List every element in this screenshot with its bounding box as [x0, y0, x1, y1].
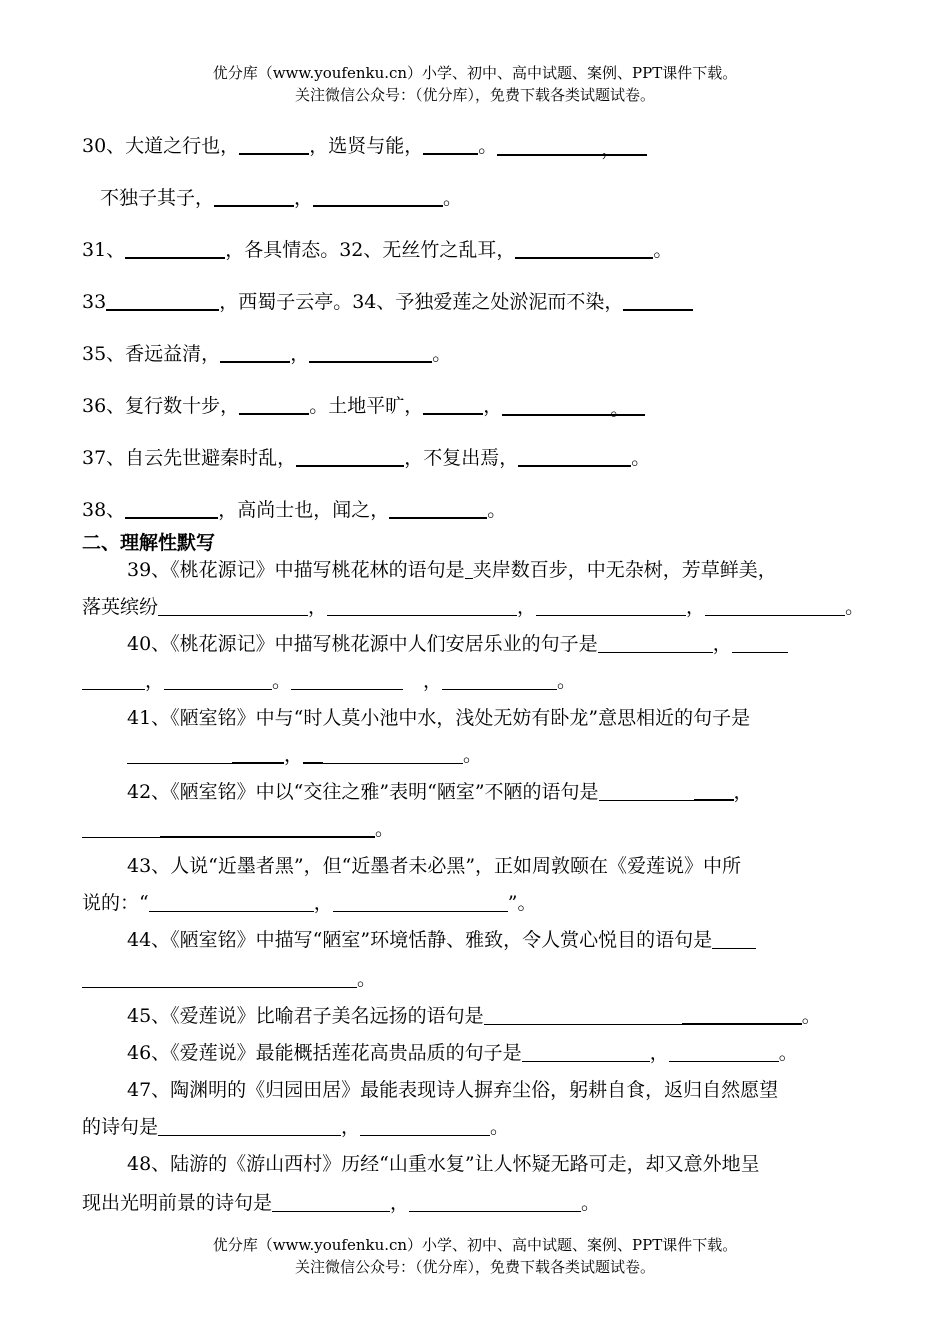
question-39-line-2: 落英缤纷 ， ， ， 。 [82, 596, 865, 618]
question-43-line-1: 43、人说“近墨者黑”，但“近墨者未必黑”，正如周敦颐在《爱莲说》中所 [127, 855, 742, 877]
blank[interactable] [309, 343, 432, 363]
blank[interactable] [214, 187, 294, 207]
blank[interactable] [82, 969, 357, 988]
question-40-line-1: 40、《桃花源记》中描写桃花源中人们安居乐业的句子是 ， [127, 631, 788, 657]
question-42-line-2: 。 [82, 816, 394, 842]
blank[interactable] [389, 499, 487, 519]
question-41-line-2: ， 。 [127, 742, 482, 768]
header-line-1: 优分库（www.youfenku.cn）小学、初中、高中试题、案例、PPT课件下载。 [212, 64, 738, 82]
blank[interactable] [239, 135, 309, 155]
question-48-line-2: 现出光明前景的诗句是 ， 。 [82, 1192, 601, 1214]
page-header [0, 62, 950, 106]
blank[interactable] [232, 744, 284, 764]
question-48-line-1: 48、陆游的《游山西村》历经“山重水复”让人怀疑无路可走，却又意外地呈 [127, 1153, 760, 1175]
question-42-line-1: 42、《陋室铭》中以“交往之雅”表明“陋室”不陋的语句是 ， [127, 781, 753, 803]
blank[interactable] [598, 634, 713, 653]
blank[interactable] [409, 1193, 581, 1212]
blank[interactable] [423, 395, 483, 415]
blank[interactable] [239, 395, 309, 415]
blank[interactable] [423, 135, 478, 155]
question-44-line-1: 44、《陋室铭》中描写“陋室”环境恬静、雅致，令人赏心悦目的语句是 [127, 927, 756, 953]
question-35: 35、香远益清， ， 。 [82, 343, 452, 365]
blank[interactable] [360, 1117, 490, 1136]
page-footer [0, 1234, 950, 1278]
blank[interactable] [732, 634, 788, 653]
blank[interactable]: ， [497, 136, 647, 156]
question-30-line-1: 30、大道之行也， ，选贤与能， 。 ， [82, 133, 647, 159]
question-47-line-1: 47、陶渊明的《归园田居》最能表现诗人摒弃尘俗，躬耕自食，返归自然愿望 [127, 1079, 779, 1101]
blank[interactable] [442, 671, 557, 690]
blank[interactable] [515, 239, 653, 259]
blank[interactable] [125, 499, 218, 519]
blank[interactable] [518, 447, 631, 467]
blank[interactable] [327, 597, 517, 616]
blank[interactable] [712, 930, 756, 949]
question-41-line-1: 41、《陋室铭》中与“时人莫小池中水，浅处无妨有卧龙”意思相近的句子是 [127, 707, 751, 729]
blank[interactable] [623, 291, 693, 311]
blank[interactable] [291, 671, 403, 690]
blank[interactable] [484, 1006, 682, 1025]
blank[interactable] [296, 447, 404, 467]
question-37: 37、自云先世避秦时乱， ，不复出焉， 。 [82, 447, 651, 469]
blank[interactable] [694, 781, 734, 801]
question-30-line-2: 不独子其子， ， 。 [100, 187, 463, 209]
blank[interactable] [313, 187, 443, 207]
blank[interactable] [160, 818, 375, 838]
blank[interactable] [669, 1043, 779, 1062]
blank[interactable] [303, 744, 323, 764]
header-line-2: 关注微信公众号：（优分库），免费下载各类试题试卷。 [294, 86, 655, 104]
blank[interactable] [82, 671, 145, 690]
question-40-line-2: ， 。 ， 。 [82, 668, 576, 694]
question-38: 38、 ，高尚士也，闻之， 。 [82, 499, 507, 521]
blank[interactable] [82, 819, 160, 838]
blank[interactable] [127, 745, 232, 764]
question-39-line-1: 39、《桃花源记》中描写桃花林的语句是 夹岸数百步，中无杂树，芳草鲜美， [127, 559, 777, 581]
blank[interactable] [705, 597, 845, 616]
blank[interactable] [272, 1193, 390, 1212]
blank[interactable] [333, 893, 508, 912]
blank[interactable] [465, 560, 473, 579]
blank[interactable] [536, 597, 686, 616]
blank[interactable] [164, 671, 272, 690]
footer-line-1: 优分库（www.youfenku.cn）小学、初中、高中试题、案例、PPT课件下载。 [212, 1236, 738, 1254]
blank[interactable] [125, 239, 225, 259]
question-33-34: 33 ，西蜀子云亭。34、予独爱莲之处淤泥而不染， [82, 289, 693, 315]
blank[interactable] [599, 782, 694, 801]
blank[interactable] [106, 291, 219, 311]
blank[interactable] [220, 343, 290, 363]
question-44-line-2: 。 [82, 966, 376, 992]
blank[interactable] [682, 1005, 802, 1025]
blank[interactable] [158, 1117, 341, 1136]
blank[interactable]: 。 [502, 396, 645, 416]
blank[interactable] [149, 893, 314, 912]
blank[interactable] [323, 745, 463, 764]
question-47-line-2: 的诗句是 ， 。 [82, 1116, 510, 1138]
question-36: 36、复行数十步， 。土地平旷， ， 。 [82, 393, 645, 419]
blank[interactable] [522, 1043, 650, 1062]
blank[interactable] [158, 597, 308, 616]
question-43-line-2: 说的：“ ， ”。 [82, 892, 537, 914]
question-45: 45、《爱莲说》比喻君子美名远扬的语句是 。 [127, 1005, 821, 1027]
question-31-32: 31、 ，各具情态。32、无丝竹之乱耳， 。 [82, 239, 673, 261]
question-46: 46、《爱莲说》最能概括莲花高贵品质的句子是 ， 。 [127, 1042, 798, 1064]
footer-line-2: 关注微信公众号：（优分库），免费下载各类试题试卷。 [294, 1258, 655, 1276]
section-title: 二、理解性默写 [82, 532, 216, 554]
